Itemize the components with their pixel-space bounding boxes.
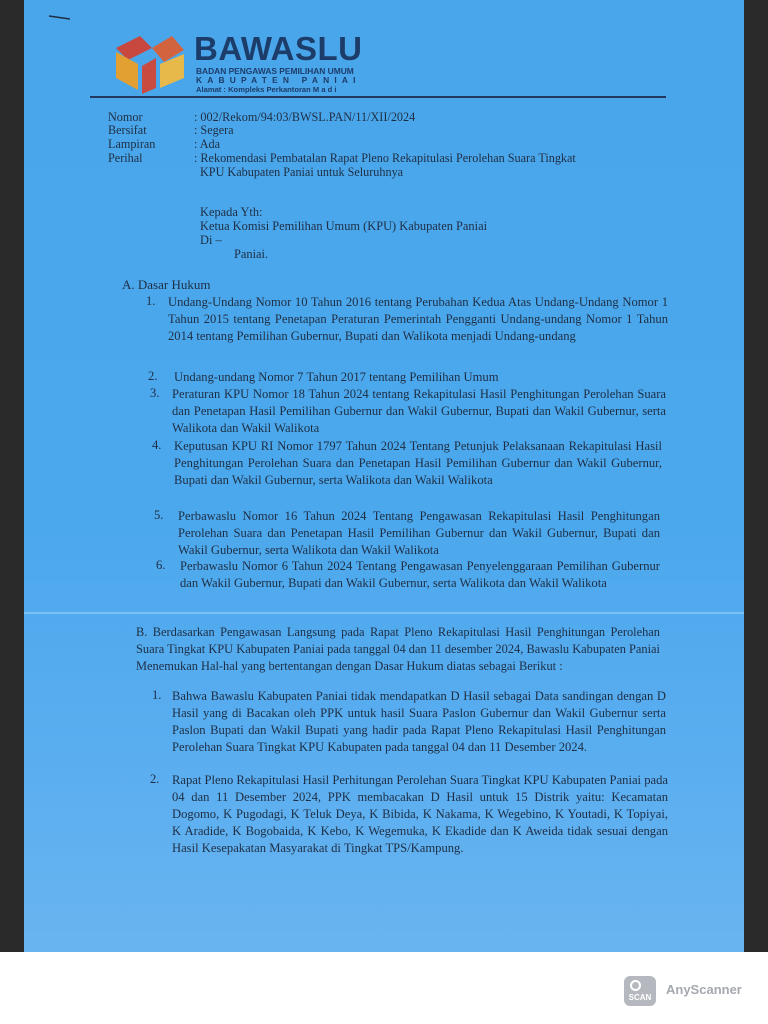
list-item: Undang-undang Nomor 7 Tahun 2017 tentang Pemilihan Umum (174, 370, 499, 384)
meta-value: KPU Kabupaten Paniai untuk Seluruhnya (200, 165, 404, 179)
org-fullname: BADAN PENGAWAS PEMILIHAN UMUM (196, 66, 354, 76)
scanner-label: AnyScanner (666, 982, 742, 997)
list-number: 6. (156, 558, 166, 572)
list-number: 1. (152, 688, 162, 702)
document-page (24, 0, 744, 952)
list-number: 2. (150, 772, 160, 786)
list-item: Rapat Pleno Rekapitulasi Hasil Perhitungan Perolehan Suara Tingkat KPU Kabupaten Paniai pada 04 dan 11 Desember 2024, PPK membacakan D Hasil untuk 15 Distrik yaitu: Kecamatan Dogomo, K Pugodagi, K Teluk Deya, K Bibida, K Nakama, K Wegebino, K Youtadi, K Topiyai, K Aradide, K Bogobaida, K Kebo, K Wegemuka, K Ekadide dan K Aweida tidak sesuai dengan Hasil Kesepakatan Masyarakat di Tingkat TPS/Kampung. (172, 773, 668, 855)
section-b-intro: B. Berdasarkan Pengawasan Langsung pada Rapat Pleno Rekapitulasi Hasil Penghitungan Perolehan Suara Tingkat KPU Kabupaten Paniai pada tanggal 04 dan 11 desember 2024, Bawaslu Kabupaten Paniai Menemukan Hal-hal yang bertentangan dengan Dasar Hukum diatas sebagai Berikut : (136, 625, 660, 673)
recipient-place: Paniai. (234, 247, 269, 261)
list-number: 5. (154, 508, 164, 522)
meta-value: : Rekomendasi Pembatalan Rapat Pleno Rekapitulasi Perolehan Suara Tingkat (194, 151, 576, 165)
list-item: Keputusan KPU RI Nomor 1797 Tahun 2024 Tentang Petunjuk Pelaksanaan Rekapitulasi Hasil Penghitungan Perolehan Suara dan Penetapan Hasil Pemilihan Gubernur dan Wakil Gubernur, Bupati dan Wakil Gubernur, serta Walikota dan Wakil Walikota (174, 439, 662, 487)
list-item: Perbawaslu Nomor 6 Tahun 2024 Tentang Pengawasan Penyelenggaraan Pemilihan Gubernur dan Wakil Gubernur, Bupati dan Wakil Gubernur, serta Walikota dan Wakil Walikota (180, 559, 660, 590)
meta-key: Bersifat (108, 123, 147, 137)
list-item: Peraturan KPU Nomor 18 Tahun 2024 tentang Rekapitulasi Hasil Penghitungan Perolehan Suara dan Penetapan Hasil Pemilihan Gubernur dan Wakil Gubernur, Bupati dan Wakil Gubernur, serta Walikota dan Wakil Walikota (172, 387, 666, 435)
list-item: Perbawaslu Nomor 16 Tahun 2024 Tentang Pengawasan Rekapitulasi Hasil Penghitungan Perolehan Suara dan Penetapan Hasil Pemilihan Gubernur dan Wakil Gubernur, Bupati dan Wakil Gubernur, serta Walikota dan Wakil Walikota (178, 509, 660, 557)
scanner-lens-icon (630, 980, 641, 991)
letterhead-rule (90, 96, 666, 98)
scan-border-left (0, 0, 24, 952)
org-address: Alamat : Kompleks Perkantoran M a d i (196, 85, 337, 94)
list-number: 1. (146, 294, 156, 308)
meta-value: : Segera (194, 123, 234, 137)
meta-value: : Ada (194, 137, 221, 151)
list-number: 3. (150, 386, 160, 400)
recipient-name: Ketua Komisi Pemilihan Umum (KPU) Kabupaten Paniai (200, 219, 488, 233)
meta-key: Perihal (108, 151, 143, 165)
list-number: 4. (152, 438, 162, 452)
paper-fold (24, 612, 744, 614)
meta-key: Nomor (108, 110, 143, 124)
recipient-di: Di – (200, 233, 222, 247)
meta-key: Lampiran (108, 137, 156, 151)
recipient-greeting: Kepada Yth: (200, 205, 263, 219)
scan-border-right (744, 0, 768, 952)
pen-mark (48, 14, 72, 20)
list-item: Bahwa Bawaslu Kabupaten Paniai tidak mendapatkan D Hasil sebagai Data sandingan dengan D Hasil yang di Bacakan oleh PPK untuk hasil Suara Paslon Gubernur dan Wakil Gubernur serta Paslon Bupati dan Wakil Bupati yang hadir pada Rapat Pleno Rekapitulasi Hasil Penghitungan Perolehan Suara Tingkat KPU Kabupaten pada tanggal 04 dan 11 Desember 2024. (172, 689, 666, 754)
list-item: Undang-Undang Nomor 10 Tahun 2016 tentang Perubahan Kedua Atas Undang-Undang Nomor 1 Tahun 2015 tentang Penetapan Peraturan Pemerintah Pengganti Undang-undang Nomor 1 Tahun 2014 tentang Pemilihan Gubernur, Bupati dan Walikota menjadi Undang-undang (168, 295, 668, 343)
org-region: KABUPATEN PANIAI (196, 75, 361, 85)
bawaslu-logo-icon (110, 28, 190, 96)
list-number: 2. (148, 369, 158, 383)
meta-value: : 002/Rekom/94:03/BWSL.PAN/11/XII/2024 (194, 110, 416, 124)
org-name: BAWASLU (194, 30, 363, 67)
section-a-title: A. Dasar Hukum (122, 277, 211, 292)
scanner-badge: SCAN (624, 976, 656, 1006)
